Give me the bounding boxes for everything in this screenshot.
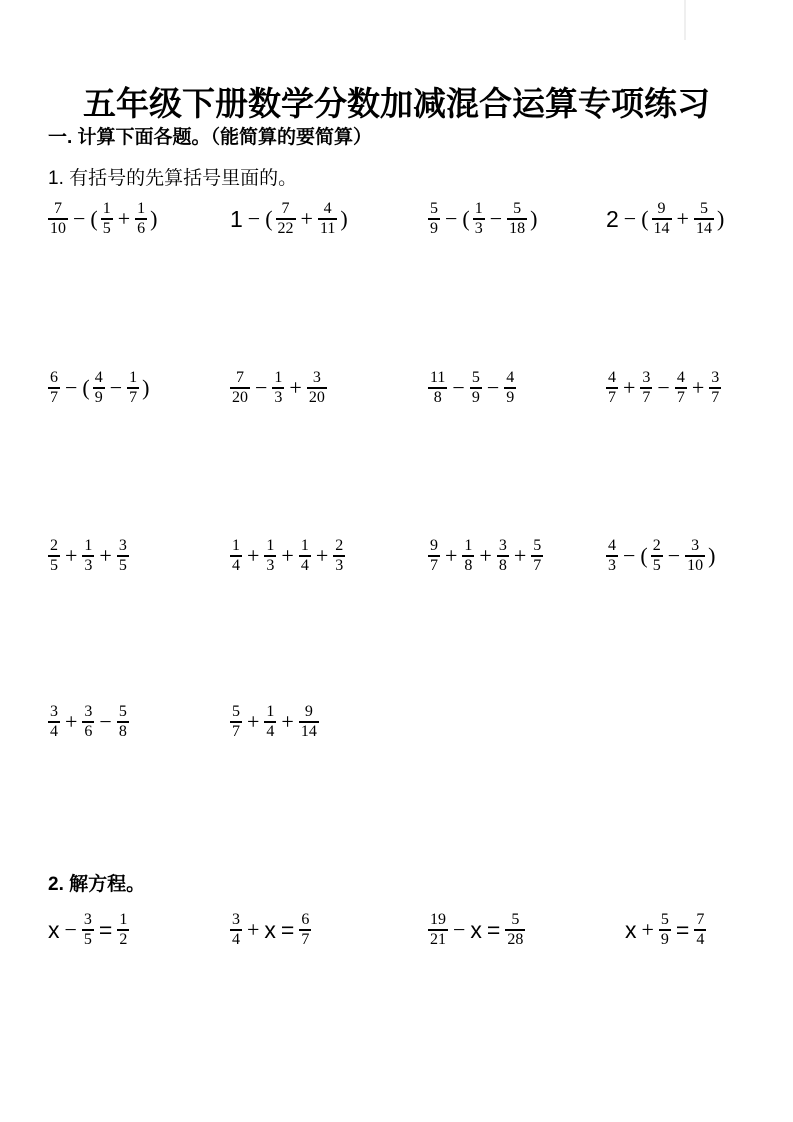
operator: +	[247, 709, 260, 734]
fraction-denominator: 7	[608, 388, 616, 406]
fraction	[428, 538, 440, 574]
operator: +	[641, 917, 654, 942]
fraction-numerator: 9	[304, 703, 313, 721]
fraction-numerator: 9	[657, 200, 666, 218]
parenthesis: )	[530, 206, 538, 231]
fraction-denominator: 18	[509, 219, 526, 237]
fraction	[606, 370, 618, 406]
fraction	[48, 370, 60, 406]
operator: +	[513, 543, 527, 568]
fraction-denominator: 7	[50, 388, 58, 406]
fraction-denominator: 3	[266, 556, 275, 574]
operator: +	[99, 543, 112, 568]
operator: −	[453, 917, 466, 942]
fraction-denominator: 28	[507, 930, 524, 948]
fraction	[659, 912, 671, 948]
parenthesis: (	[640, 543, 648, 568]
math-expression	[48, 904, 129, 956]
math-expression	[48, 362, 150, 414]
section2-heading: 2. 解方程。	[48, 874, 146, 895]
parenthesis: (	[82, 375, 90, 400]
fraction-numerator: 6	[50, 369, 58, 387]
fraction	[135, 201, 147, 237]
operator: +	[65, 543, 78, 568]
fraction-numerator: 1	[102, 200, 111, 218]
expression-row-4	[0, 696, 793, 748]
operator: +	[623, 375, 636, 400]
operator: −	[255, 375, 268, 400]
operator: −	[452, 375, 465, 400]
fraction-numerator: 9	[430, 537, 438, 555]
fraction-denominator: 7	[430, 556, 438, 574]
fraction-denominator: 3	[474, 219, 483, 237]
fraction	[48, 201, 68, 237]
fraction-numerator: 3	[498, 537, 507, 555]
fraction-numerator: 1	[474, 200, 483, 218]
operator: +	[117, 206, 131, 231]
operator: +	[315, 543, 329, 568]
fraction	[117, 912, 129, 948]
scan-artifact-line	[684, 0, 686, 40]
fraction-denominator: 8	[433, 388, 442, 406]
fraction	[230, 370, 250, 406]
term: 2	[606, 205, 619, 232]
fraction-numerator: 3	[83, 911, 92, 929]
fraction-denominator: 14	[300, 722, 317, 740]
fraction-denominator: 4	[50, 722, 58, 740]
parenthesis: (	[265, 206, 273, 231]
fraction-numerator: 4	[94, 369, 103, 387]
operator: +	[300, 206, 313, 231]
operator: +	[281, 709, 294, 734]
fraction-numerator: 7	[281, 200, 290, 218]
fraction-denominator: 20	[232, 388, 248, 406]
math-expression	[428, 193, 538, 245]
fraction-numerator: 5	[513, 200, 522, 218]
fraction	[318, 201, 337, 237]
fraction-numerator: 11	[430, 369, 446, 387]
fraction-numerator: 1	[232, 537, 240, 555]
fraction	[505, 912, 525, 948]
operator: −	[445, 206, 458, 231]
fraction-numerator: 3	[84, 703, 93, 721]
section1-note: 1. 有括号的先算括号里面的。	[48, 168, 298, 189]
equals-sign: =	[675, 916, 690, 943]
parenthesis: (	[641, 206, 649, 231]
fraction-numerator: 1	[84, 537, 93, 555]
operator: −	[486, 375, 500, 400]
fraction-numerator: 5	[430, 200, 438, 218]
fraction-numerator: 1	[137, 200, 146, 218]
parenthesis: )	[708, 543, 716, 568]
operator: −	[99, 709, 112, 734]
fraction-numerator: 5	[660, 911, 669, 929]
fraction-numerator: 6	[301, 911, 310, 929]
fraction-denominator: 4	[232, 556, 240, 574]
math-expression	[606, 193, 724, 245]
fraction	[428, 370, 447, 406]
fraction-denominator: 7	[129, 388, 138, 406]
operator: +	[676, 206, 689, 231]
fraction-numerator: 1	[129, 369, 138, 387]
fraction	[117, 538, 129, 574]
fraction-denominator: 5	[118, 556, 127, 574]
fraction	[299, 912, 311, 948]
fraction-denominator: 2	[119, 930, 128, 948]
fraction-numerator: 2	[335, 537, 344, 555]
fraction-denominator: 6	[84, 722, 93, 740]
operator: −	[73, 206, 86, 231]
fraction	[307, 370, 327, 406]
fraction-denominator: 11	[319, 219, 336, 237]
fraction-numerator: 7	[236, 369, 244, 387]
fraction-numerator: 4	[676, 369, 685, 387]
fraction	[504, 370, 516, 406]
fraction-numerator: 7	[696, 911, 705, 929]
fraction-denominator: 3	[608, 556, 616, 574]
fraction-denominator: 3	[335, 556, 344, 574]
fraction-denominator: 4	[232, 930, 240, 948]
fraction-numerator: 5	[699, 200, 708, 218]
fraction-denominator: 4	[300, 556, 309, 574]
fraction-numerator: 3	[232, 911, 240, 929]
operator: −	[489, 206, 503, 231]
math-expression	[230, 904, 311, 956]
math-expression	[230, 193, 348, 245]
fraction-numerator: 3	[711, 369, 720, 387]
fraction-numerator: 5	[232, 703, 240, 721]
fraction-denominator: 5	[50, 556, 58, 574]
fraction	[101, 201, 113, 237]
fraction-denominator: 4	[266, 722, 275, 740]
fraction	[507, 201, 527, 237]
fraction-numerator: 5	[533, 537, 542, 555]
fraction	[230, 912, 242, 948]
fraction-denominator: 4	[696, 930, 705, 948]
fraction	[48, 538, 60, 574]
fraction-numerator: 5	[471, 369, 480, 387]
math-expression	[428, 362, 516, 414]
fraction	[230, 704, 242, 740]
fraction-numerator: 3	[50, 703, 58, 721]
math-expression	[230, 530, 345, 582]
fraction	[694, 201, 714, 237]
fraction-denominator: 8	[464, 556, 473, 574]
operator: +	[479, 543, 492, 568]
fraction-numerator: 1	[266, 703, 275, 721]
fraction	[675, 370, 687, 406]
fraction	[640, 370, 652, 406]
fraction-denominator: 5	[652, 556, 661, 574]
fraction-denominator: 10	[50, 219, 66, 237]
operator: −	[109, 375, 123, 400]
fraction-numerator: 5	[511, 911, 520, 929]
fraction-denominator: 14	[695, 219, 712, 237]
section1-heading: 一. 计算下面各题。（能简算的要简算）	[48, 127, 373, 148]
fraction	[651, 538, 663, 574]
math-expression	[625, 904, 706, 956]
fraction-numerator: 2	[652, 537, 661, 555]
operator: +	[65, 709, 78, 734]
fraction-numerator: 2	[50, 537, 58, 555]
fraction-denominator: 3	[274, 388, 283, 406]
math-expression	[48, 193, 158, 245]
term: x	[470, 916, 482, 943]
operator: −	[623, 206, 637, 231]
fraction-denominator: 7	[533, 556, 542, 574]
fraction-numerator: 4	[323, 200, 332, 218]
fraction-denominator: 20	[308, 388, 325, 406]
fraction-denominator: 7	[711, 388, 720, 406]
fraction-denominator: 8	[118, 722, 127, 740]
fraction	[272, 370, 284, 406]
operator: +	[691, 375, 705, 400]
worksheet-title: 五年级下册数学分数加减混合运算专项练习	[83, 85, 710, 123]
fraction-denominator: 7	[301, 930, 310, 948]
fraction-numerator: 7	[54, 200, 62, 218]
fraction	[685, 538, 705, 574]
math-expression	[230, 696, 319, 748]
fraction-denominator: 9	[94, 388, 103, 406]
fraction	[117, 704, 129, 740]
fraction-denominator: 7	[642, 388, 651, 406]
fraction-denominator: 9	[506, 388, 515, 406]
math-expression	[428, 904, 525, 956]
math-expression	[606, 362, 721, 414]
parenthesis: (	[462, 206, 470, 231]
operator: +	[247, 543, 260, 568]
operator: +	[247, 917, 260, 942]
operator: +	[289, 375, 302, 400]
fraction	[462, 538, 474, 574]
fraction-numerator: 1	[464, 537, 473, 555]
math-expression	[428, 530, 543, 582]
operator: −	[247, 206, 261, 231]
fraction	[264, 538, 276, 574]
fraction	[606, 538, 618, 574]
fraction	[82, 538, 94, 574]
fraction	[428, 912, 448, 948]
math-expression	[606, 530, 716, 582]
fraction-denominator: 5	[102, 219, 111, 237]
fraction	[299, 538, 311, 574]
expression-row-2	[0, 362, 793, 414]
equals-sign: =	[98, 916, 113, 943]
fraction	[93, 370, 105, 406]
fraction-numerator: 1	[266, 537, 275, 555]
operator: +	[281, 543, 294, 568]
math-expression	[48, 696, 129, 748]
fraction-denominator: 8	[498, 556, 507, 574]
operator: −	[667, 543, 681, 568]
equation-row-1	[0, 904, 793, 956]
term: x	[264, 916, 276, 943]
fraction-denominator: 21	[430, 930, 446, 948]
fraction-denominator: 6	[137, 219, 146, 237]
math-expression	[48, 530, 129, 582]
fraction-denominator: 22	[277, 219, 294, 237]
fraction	[428, 201, 440, 237]
fraction	[82, 912, 94, 948]
parenthesis: )	[142, 375, 150, 400]
fraction	[531, 538, 543, 574]
fraction-numerator: 3	[691, 537, 700, 555]
operator: −	[65, 375, 78, 400]
fraction	[230, 538, 242, 574]
fraction	[497, 538, 509, 574]
fraction-denominator: 9	[660, 930, 669, 948]
equals-sign: =	[280, 916, 295, 943]
operator: −	[64, 917, 77, 942]
fraction-denominator: 7	[232, 722, 240, 740]
fraction-numerator: 3	[118, 537, 127, 555]
fraction-denominator: 10	[687, 556, 704, 574]
fraction-numerator: 19	[430, 911, 446, 929]
fraction	[264, 704, 276, 740]
term: 1	[230, 205, 243, 232]
fraction-denominator: 9	[430, 219, 438, 237]
fraction-denominator: 7	[676, 388, 685, 406]
parenthesis: )	[150, 206, 158, 231]
fraction-numerator: 1	[300, 537, 309, 555]
expression-row-1	[0, 193, 793, 245]
fraction-denominator: 5	[83, 930, 92, 948]
expression-row-3	[0, 530, 793, 582]
fraction-numerator: 1	[119, 911, 128, 929]
fraction-numerator: 4	[608, 369, 616, 387]
fraction-denominator: 14	[653, 219, 670, 237]
fraction	[82, 704, 94, 740]
parenthesis: )	[716, 206, 725, 231]
operator: −	[657, 375, 670, 400]
fraction	[694, 912, 706, 948]
fraction-numerator: 3	[642, 369, 651, 387]
fraction	[709, 370, 721, 406]
operator: +	[445, 543, 458, 568]
fraction-numerator: 5	[118, 703, 127, 721]
fraction	[127, 370, 139, 406]
term: x	[625, 916, 637, 943]
parenthesis: (	[90, 206, 98, 231]
operator: −	[623, 543, 636, 568]
term: x	[48, 916, 60, 943]
fraction-denominator: 9	[471, 388, 480, 406]
math-expression	[230, 362, 327, 414]
fraction	[333, 538, 345, 574]
fraction-numerator: 4	[608, 537, 616, 555]
fraction	[48, 704, 60, 740]
fraction	[276, 201, 296, 237]
parenthesis: )	[340, 206, 348, 231]
fraction	[470, 370, 482, 406]
fraction-numerator: 3	[312, 369, 321, 387]
fraction	[473, 201, 485, 237]
fraction	[299, 704, 319, 740]
equals-sign: =	[486, 916, 501, 943]
fraction	[652, 201, 672, 237]
fraction-numerator: 4	[506, 369, 515, 387]
fraction-denominator: 3	[84, 556, 93, 574]
fraction-numerator: 1	[274, 369, 283, 387]
